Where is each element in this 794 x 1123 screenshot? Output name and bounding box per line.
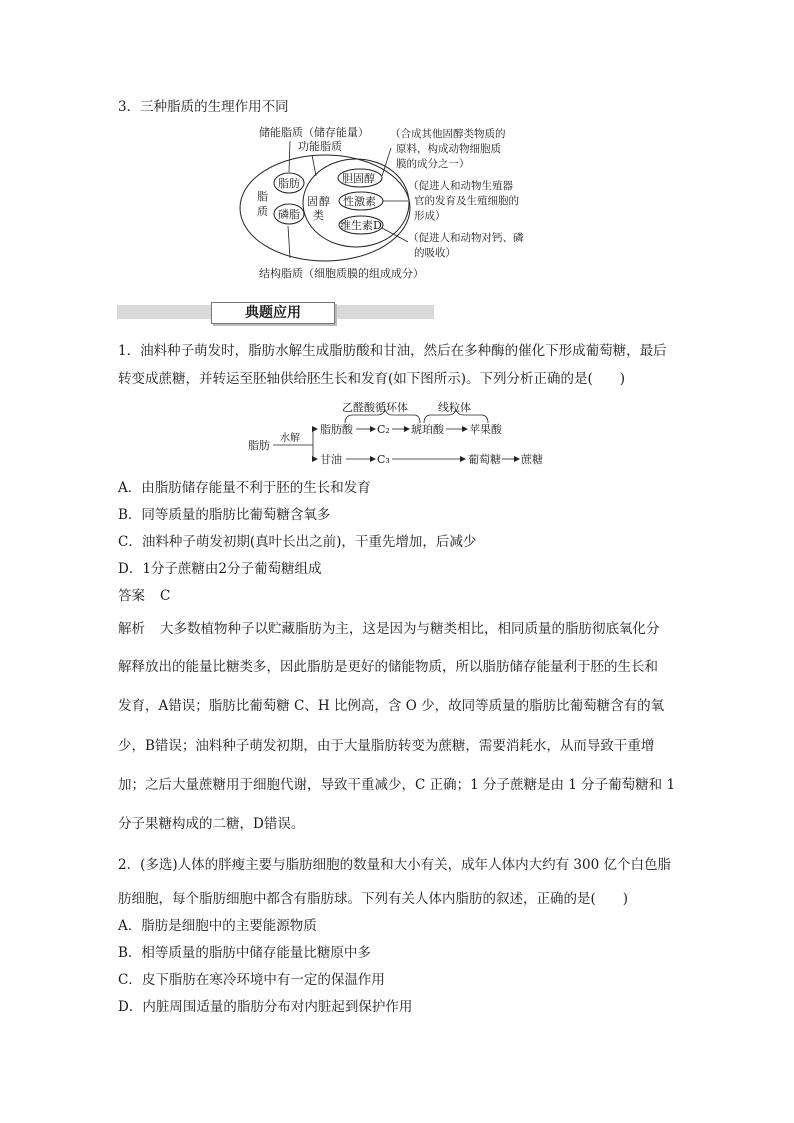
analysis-line-6: 分子果糖构成的二糖，D错误。 [118, 816, 305, 832]
lipid-char-2: 质 [257, 205, 268, 218]
question1-option-c[interactable]: C．油料种子萌发初期(真叶长出之前)，干重先增加，后减少 [118, 534, 477, 550]
sex-hormone-label: 性激素 [343, 195, 376, 208]
lipid-char-1: 脂 [257, 190, 268, 203]
functional-lipid-ellipse [303, 159, 409, 247]
analysis-line-2: 解释放出的能量比糖类多，因此脂肪是更好的储能物质，所以脂肪储存能量利于胚的生长和 [118, 659, 658, 675]
analysis-line-1: 大多数植物种子以贮藏脂肪为主，这是因为与糖类相比，相同质量的脂肪彻底氧化分 [160, 621, 660, 637]
fat-label: 脂肪 [278, 177, 300, 190]
note-sex-hormone-line-3: 形成） [414, 210, 446, 222]
mitochondria-brace [424, 410, 488, 423]
question1-option-b[interactable]: B．同等质量的脂肪比葡萄糖含氧多 [118, 507, 331, 523]
fat-node: 脂肪 [248, 439, 270, 452]
question2-option-c[interactable]: C．皮下脂肪在寒冷环境中有一定的保温作用 [118, 972, 385, 988]
glucose-node: 葡萄糖 [468, 453, 501, 466]
question1-stem-line2: 转变成蔗糖，并转运至胚轴供给胚生长和发育(如下图所示)。下列分析正确的是( ) [118, 371, 626, 387]
vitamin-d-label: 维生素D [340, 219, 382, 232]
analysis-line-5: 加；之后大量蔗糖用于细胞代谢，导致干重减少，C 正确；1 分子蔗糖是由 1 分子葡萄糖和 1 [118, 777, 676, 793]
sterol-char-2: 醇 [319, 195, 330, 208]
question2-option-d[interactable]: D．内脏周围适量的脂肪分布对内脏起到保护作用 [118, 999, 413, 1015]
functional-lipid-label: 功能脂质 [298, 140, 342, 153]
analysis-line-4: 少，B错误；油料种子萌发初期，由于大量脂肪转变为蔗糖，需要消耗水，从而导致干重增 [118, 738, 655, 754]
note-sex-hormone-line-2: 官的发育及生殖细胞的 [414, 195, 519, 207]
glyoxylate-cycle-label: 乙醛酸循环体 [342, 401, 408, 414]
answer-label: 答案 [118, 588, 145, 604]
sucrose-node: 蔗糖 [521, 453, 543, 466]
malate-node: 苹果酸 [469, 423, 502, 436]
question2-option-a[interactable]: A．脂肪是细胞中的主要能源物质 [118, 918, 317, 934]
note-cholesterol-line-3: 膜的成分之一） [396, 158, 470, 170]
section-heading: 3．三种脂质的生理作用不同 [118, 99, 289, 115]
glycerol-node: 甘油 [320, 453, 342, 466]
fat-ellipse [274, 173, 304, 193]
banner-title: 典题应用 [211, 302, 335, 324]
analysis-line-3: 发育，A错误；脂肪比葡萄糖 C、H 比例高，含 O 少，故同等质量的脂肪比葡萄糖含有的氧 [118, 698, 665, 714]
question1-option-a[interactable]: A．由脂肪储存能量不利于胚的生长和发育 [118, 480, 371, 496]
hydrolysis-label: 水解 [280, 433, 300, 444]
phospholipid-ellipse [274, 204, 304, 224]
analysis-label: 解析 [118, 621, 145, 637]
note-cholesterol-line-2: 原料，构成动物细胞质 [396, 143, 501, 155]
vitamin-d-ellipse [339, 216, 383, 234]
c3-node: C₃ [377, 453, 390, 466]
sterol-char-1: 固 [307, 195, 318, 208]
cholesterol-label: 胆固醇 [342, 172, 375, 185]
storage-lipid-label: 储能脂质（储存能量） [259, 126, 369, 139]
sex-hormone-ellipse [339, 192, 383, 210]
question1-stem-line1: 1．油料种子萌发时，脂肪水解生成脂肪酸和甘油，然后在多种酶的催化下形成葡萄糖，最后 [118, 343, 667, 359]
question2-option-b[interactable]: B．相等质量的脂肪中储存能量比糖原中多 [118, 945, 371, 961]
cholesterol-ellipse [338, 169, 382, 187]
sterol-char-3: 类 [313, 209, 324, 222]
mitochondria-label: 线粒体 [438, 401, 471, 414]
phospholipid-label: 磷脂 [278, 208, 300, 221]
note-vitamin-d-line-1: （促进人和动物对钙、磷 [408, 232, 524, 244]
question1-option-d[interactable]: D．1分子蔗糖由2分子葡萄糖组成 [118, 561, 322, 577]
answer-value: C [160, 588, 171, 604]
note-cholesterol-line-1: （合成其他固醇类物质的 [390, 128, 506, 140]
question2-stem-line2: 肪细胞，每个脂肪细胞中都含有脂肪球。下列有关人体内脂肪的叙述，正确的是( ) [118, 891, 629, 907]
succinate-node: 琥珀酸 [411, 423, 444, 436]
fatty-acid-node: 脂肪酸 [320, 423, 353, 436]
c2-node: C₂ [377, 423, 390, 436]
question2-stem-line1: 2．(多选)人体的胖瘦主要与脂肪细胞的数量和大小有关，成年人体内大约有 300 亿个白色脂 [118, 857, 671, 873]
note-vitamin-d-line-2: 的吸收） [414, 247, 456, 259]
lipid-outer-ellipse [240, 155, 410, 261]
structural-lipid-label: 结构脂质（细胞质膜的组成成分） [259, 267, 424, 280]
note-sex-hormone-line-1: （促进人和动物生殖器 [408, 180, 513, 192]
glyoxylate-brace [345, 410, 420, 423]
